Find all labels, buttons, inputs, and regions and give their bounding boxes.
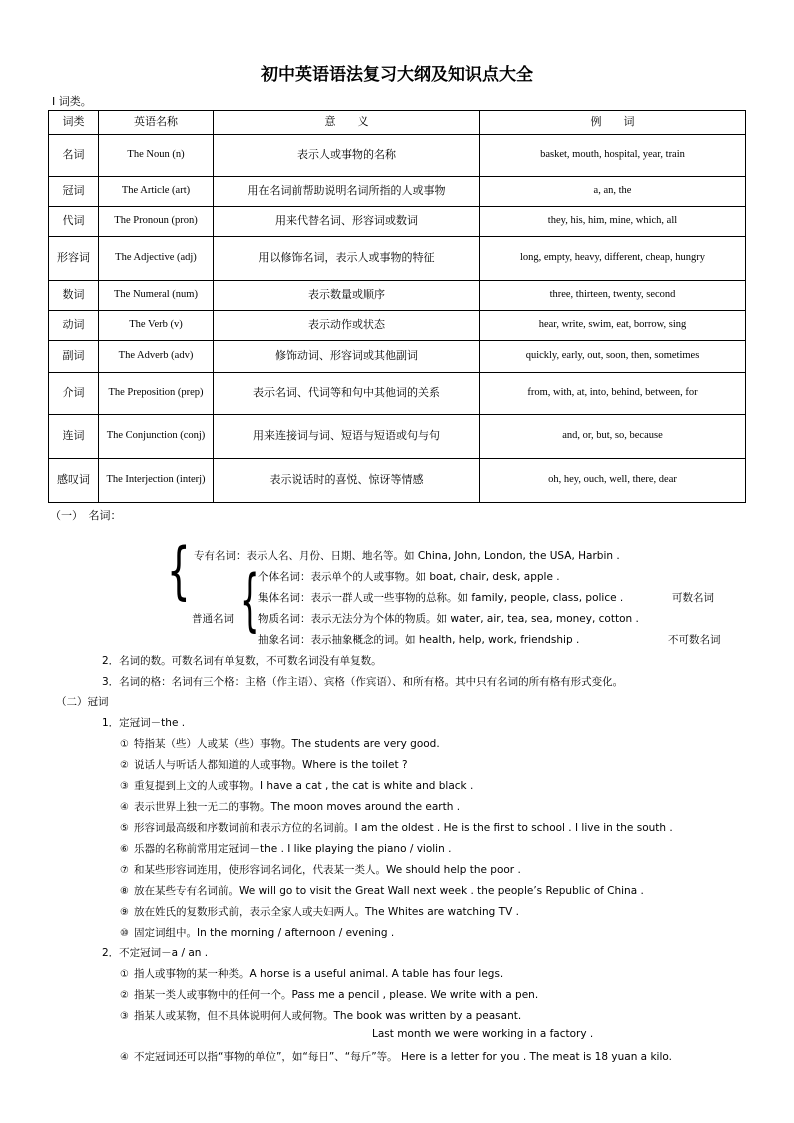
table-cell: The Preposition (prep): [99, 373, 214, 415]
noun-number-line: 2．名词的数。可数名词有单复数，不可数名词没有单复数。: [102, 655, 382, 667]
table-row: [49, 311, 746, 341]
proper-noun-line: 专有名词：表示人名、月份、日期、地名等。如 China, John, London, the USA, Harbin .: [194, 550, 620, 562]
table-cell: The Adjective (adj): [99, 237, 214, 281]
indefinite-article-heading: 2．不定冠词－a / an .: [102, 947, 209, 959]
list-item-continuation: Last month we were working in a factory .: [372, 1028, 594, 1040]
table-cell: 连词: [49, 415, 99, 459]
table-header: 英语名称: [99, 111, 214, 135]
list-item: ⑧ 放在某些专有名词前。We will go to visit the Great Wall next week . the people’s Republic of China .: [120, 885, 644, 897]
brace-outer: {: [167, 534, 191, 607]
table-cell: 用在名词前帮助说明名词所指的人或事物: [214, 177, 480, 207]
table-cell: quickly, early, out, soon, then, sometimes: [480, 341, 746, 373]
table-cell: a, an, the: [480, 177, 746, 207]
table-header-row: [49, 111, 746, 135]
table-cell: hear, write, swim, eat, borrow, sing: [480, 311, 746, 341]
table-cell: The Interjection (interj): [99, 459, 214, 503]
table-cell: oh, hey, ouch, well, there, dear: [480, 459, 746, 503]
table-row: [49, 341, 746, 373]
table-cell: 代词: [49, 207, 99, 237]
table-cell: 副词: [49, 341, 99, 373]
noun-case-line: 3．名词的格：名词有三个格：主格（作主语）、宾格（作宾语）、和所有格。其中只有名词的所有格有形式变化。: [102, 676, 624, 688]
table-cell: 表示动作或状态: [214, 311, 480, 341]
section-heading-word-classes: Ⅰ 词类。: [52, 95, 92, 108]
table-cell: 修饰动词、形容词或其他副词: [214, 341, 480, 373]
table-header: 意 义: [214, 111, 480, 135]
table-row: [49, 177, 746, 207]
list-item: ⑩ 固定词组中。In the morning / afternoon / evening .: [120, 927, 395, 939]
table-row: [49, 207, 746, 237]
definite-article-heading: 1．定冠词－the .: [102, 717, 186, 729]
list-item: ② 指某一类人或事物中的任何一个。Pass me a pencil , please. We write with a pen.: [120, 989, 539, 1001]
noun-type-individual: 个体名词：表示单个的人或事物。如 boat, chair, desk, apple .: [258, 571, 560, 583]
list-item: ⑥ 乐器的名称前常用定冠词－the . I like playing the piano / violin .: [120, 843, 452, 855]
list-item: ① 指人或事物的某一种类。A horse is a useful animal. A table has four legs.: [120, 968, 504, 980]
list-item: ③ 重复提到上文的人或事物。I have a cat , the cat is white and black .: [120, 780, 474, 792]
table-cell: 名词: [49, 135, 99, 177]
table-cell: 形容词: [49, 237, 99, 281]
table-cell: 用来代替名词、形容词或数词: [214, 207, 480, 237]
countable-label: 可数名词: [672, 592, 714, 604]
table-cell: 表示说话时的喜悦、惊讶等情感: [214, 459, 480, 503]
table-cell: 冠词: [49, 177, 99, 207]
table-cell: they, his, him, mine, which, all: [480, 207, 746, 237]
table-row: [49, 459, 746, 503]
table-cell: The Article (art): [99, 177, 214, 207]
table-cell: three, thirteen, twenty, second: [480, 281, 746, 311]
table-cell: 表示名词、代词等和句中其他词的关系: [214, 373, 480, 415]
table-header: 词类: [49, 111, 99, 135]
list-item: ④ 表示世界上独一无二的事物。The moon moves around the earth .: [120, 801, 461, 813]
section-heading-nouns: （一） 名词：: [50, 509, 122, 522]
list-item: ④ 不定冠词还可以指“事物的单位”，如“每日”、“每斤”等。 Here is a letter for you . The meat is 18 yuan a kilo.: [120, 1051, 672, 1063]
uncountable-label: 不可数名词: [668, 634, 721, 646]
noun-type-collective: 集体名词：表示一群人或一些事物的总称。如 family, people, class, police .: [258, 592, 624, 604]
table-cell: 介词: [49, 373, 99, 415]
table-cell: 动词: [49, 311, 99, 341]
table-row: [49, 415, 746, 459]
table-row: [49, 373, 746, 415]
table-cell: long, empty, heavy, different, cheap, hungry: [480, 237, 746, 281]
list-item: ② 说话人与听话人都知道的人或事物。Where is the toilet ?: [120, 759, 408, 771]
section-heading-articles: （二）冠词: [56, 696, 109, 708]
common-noun-label: 普通名词: [192, 613, 234, 625]
table-cell: The Adverb (adv): [99, 341, 214, 373]
table-cell: 表示数量或顺序: [214, 281, 480, 311]
list-item: ① 特指某（些）人或某（些）事物。The students are very good.: [120, 738, 440, 750]
page-title: 初中英语语法复习大纲及知识点大全: [261, 65, 533, 85]
list-item: ③ 指某人或某物，但不具体说明何人或何物。The book was written by a peasant.: [120, 1010, 522, 1022]
table-cell: The Noun (n): [99, 135, 214, 177]
table-cell: The Pronoun (pron): [99, 207, 214, 237]
table-cell: 表示人或事物的名称: [214, 135, 480, 177]
table-cell: The Verb (v): [99, 311, 214, 341]
table-header: 例 词: [480, 111, 746, 135]
table-cell: 用来连接词与词、短语与短语或句与句: [214, 415, 480, 459]
table-row: [49, 135, 746, 177]
table-cell: 感叹词: [49, 459, 99, 503]
list-item: ⑦ 和某些形容词连用，使形容词名词化，代表某一类人。We should help the poor .: [120, 864, 521, 876]
list-item: ⑤ 形容词最高级和序数词前和表示方位的名词前。I am the oldest . He is the first to school . I live in the south .: [120, 822, 673, 834]
table-row: [49, 281, 746, 311]
table-cell: from, with, at, into, behind, between, for: [480, 373, 746, 415]
table-row: [49, 237, 746, 281]
table-cell: The Numeral (num): [99, 281, 214, 311]
word-class-table: [48, 110, 746, 503]
brace-inner: {: [240, 561, 260, 640]
table-cell: basket, mouth, hospital, year, train: [480, 135, 746, 177]
table-cell: The Conjunction (conj): [99, 415, 214, 459]
noun-type-material: 物质名词：表示无法分为个体的物质。如 water, air, tea, sea, money, cotton .: [258, 613, 639, 625]
noun-type-abstract: 抽象名词：表示抽象概念的词。如 health, help, work, friendship .: [258, 634, 580, 646]
table-cell: and, or, but, so, because: [480, 415, 746, 459]
table-cell: 数词: [49, 281, 99, 311]
list-item: ⑨ 放在姓氏的复数形式前，表示全家人或夫妇两人。The Whites are watching TV .: [120, 906, 519, 918]
table-cell: 用以修饰名词，表示人或事物的特征: [214, 237, 480, 281]
